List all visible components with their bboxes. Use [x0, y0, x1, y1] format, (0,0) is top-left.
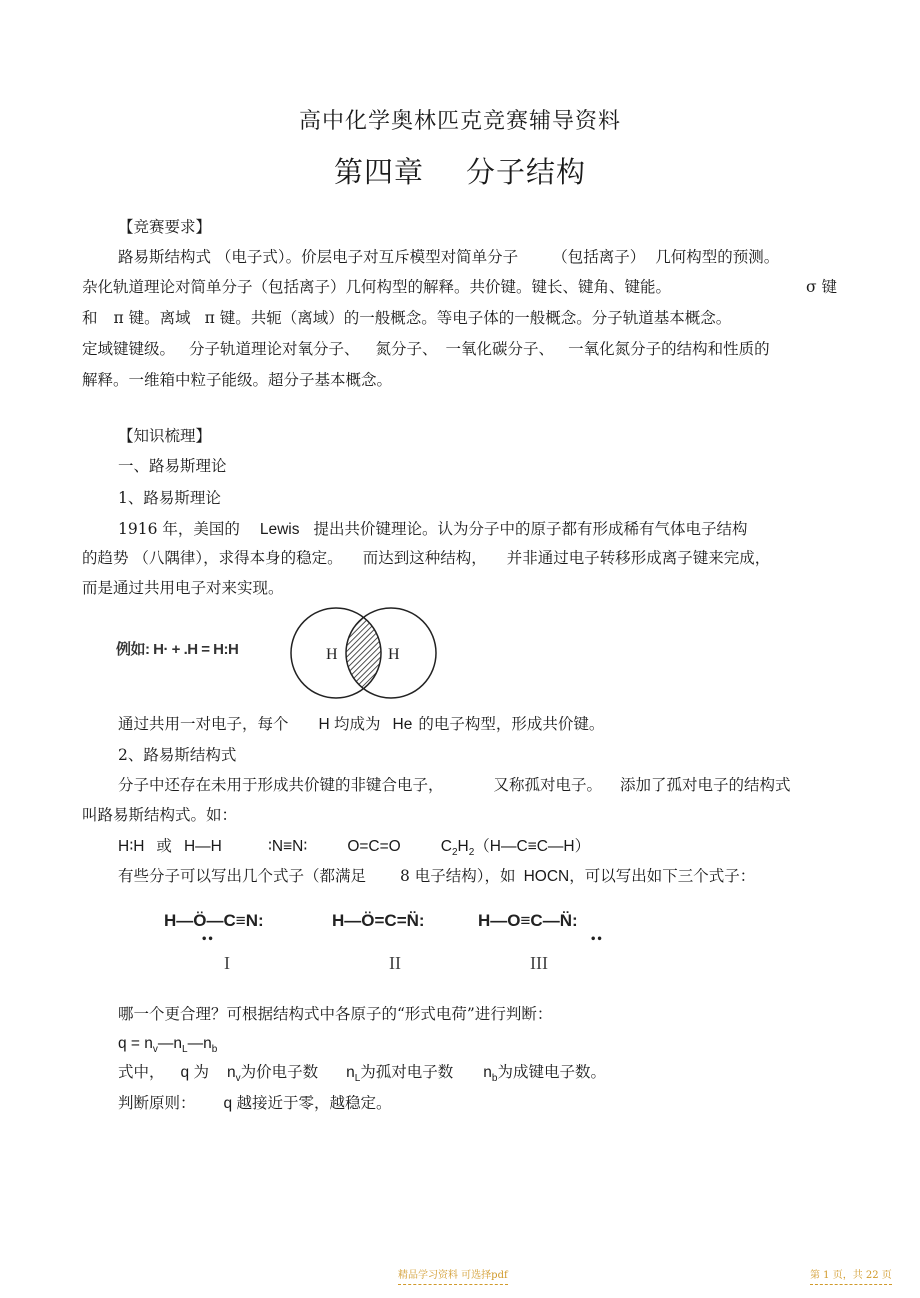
- chapter-number: 第四章: [333, 155, 424, 189]
- footer-page-number: 第 1 页，共 22 页: [810, 1270, 892, 1281]
- para-1-line1: 1916 年，美国的 Lewis 提出共价键理论。认为分子中的原子都有形成稀有气体电子结构: [118, 520, 748, 538]
- requirements-heading: 【竞赛要求】: [118, 218, 212, 236]
- chapter-name: 分子结构: [466, 155, 587, 189]
- lewis-formulas: H∶H 或 H—H ∶N≡N∶ O=C=O $C_2H_2(H—C\equiv C—H)$: [118, 837, 591, 858]
- hocn-structure-1: H—Ö—C≡N:: [164, 911, 264, 930]
- h2-orbital-overlap-diagram: [284, 606, 446, 700]
- subsection-1-title: 1、路易斯理论: [118, 489, 221, 507]
- para-6: 式中， q 为 $n_v$为价电子数 $n_L$为孤对电子数 $n_b$为成键电子数。: [118, 1063, 606, 1084]
- formal-charge-formula: $q = n_v—n_L—n_b$: [118, 1035, 218, 1055]
- lone-pair-dots-3: ••: [590, 934, 603, 945]
- roman-label-2: II: [389, 953, 401, 973]
- para-3-line2: 叫路易斯结构式。如：: [82, 806, 238, 824]
- para-5: 哪一个更合理？可根据结构式中各原子的“形式电荷”进行判断：: [118, 1005, 553, 1023]
- para-4: 有些分子可以写出几个式子（都满足 8 电子结构），如 HOCN，可以写出如下三个式子：: [118, 867, 756, 885]
- lone-pair-dots-1: ••: [201, 934, 214, 945]
- right-h-label: H: [388, 646, 400, 663]
- para-3-line1: 分子中还存在未用于形成共价键的非键合电子， 又称孤对电子。 添加了孤对电子的结构式: [118, 776, 791, 794]
- req-line1: 路易斯结构式 （电子式）。价层电子对互斥模型对简单分子 （包括离子） 几何构型的预测。: [118, 248, 780, 266]
- roman-label-3: III: [530, 953, 548, 973]
- hocn-structure-3: H—O≡C—N̈:: [478, 911, 578, 930]
- example-equation: 例如: H· + .H = H:H: [116, 641, 239, 658]
- para-1-line2: 的趋势 （八隅律），求得本身的稳定。 而达到这种结构， 并非通过电子转移形成离子键来完成，: [82, 549, 771, 567]
- chapter-title: [0, 150, 920, 191]
- hocn-structure-2: H—Ö=C=N̈:: [332, 911, 425, 930]
- para-1-line3: 而是通过共用电子对来实现。: [82, 579, 284, 597]
- req-line2b: σ 键: [806, 278, 838, 296]
- knowledge-heading: 【知识梳理】: [118, 427, 212, 445]
- para-2: 通过共用一对电子，每个 H 均成为 He 的电子构型，形成共价键。: [118, 715, 605, 733]
- subsection-2-title: 2、路易斯结构式: [118, 746, 237, 764]
- req-line5: 解释。一维箱中粒子能级。超分子基本概念。: [82, 371, 393, 389]
- left-h-label: H: [326, 646, 338, 663]
- roman-label-1: I: [224, 953, 230, 973]
- req-line2a: 杂化轨道理论对简单分子（包括离子）几何构型的解释。共价键。键长、键角、键能。: [82, 278, 672, 296]
- document-title: 高中化学奥林匹克竞赛辅导资料: [298, 109, 621, 134]
- para-7: 判断原则： q 越接近于零，越稳定。: [118, 1094, 392, 1112]
- footer-left: 精品学习资料 可选择pdf: [398, 1270, 508, 1281]
- footer-dash-right: [810, 1284, 892, 1285]
- req-line3: 和 π 键。离域 π 键。共轭（离域）的一般概念。等电子体的一般概念。分子轨道基本概念。: [82, 309, 732, 327]
- section-1-title: 一、路易斯理论: [118, 457, 227, 475]
- footer-dash-left: [398, 1284, 508, 1285]
- req-line4: 定域键键级。 分子轨道理论对氧分子、 氮分子、 一氧化碳分子、 一氧化氮分子的结构和性质的: [82, 340, 770, 358]
